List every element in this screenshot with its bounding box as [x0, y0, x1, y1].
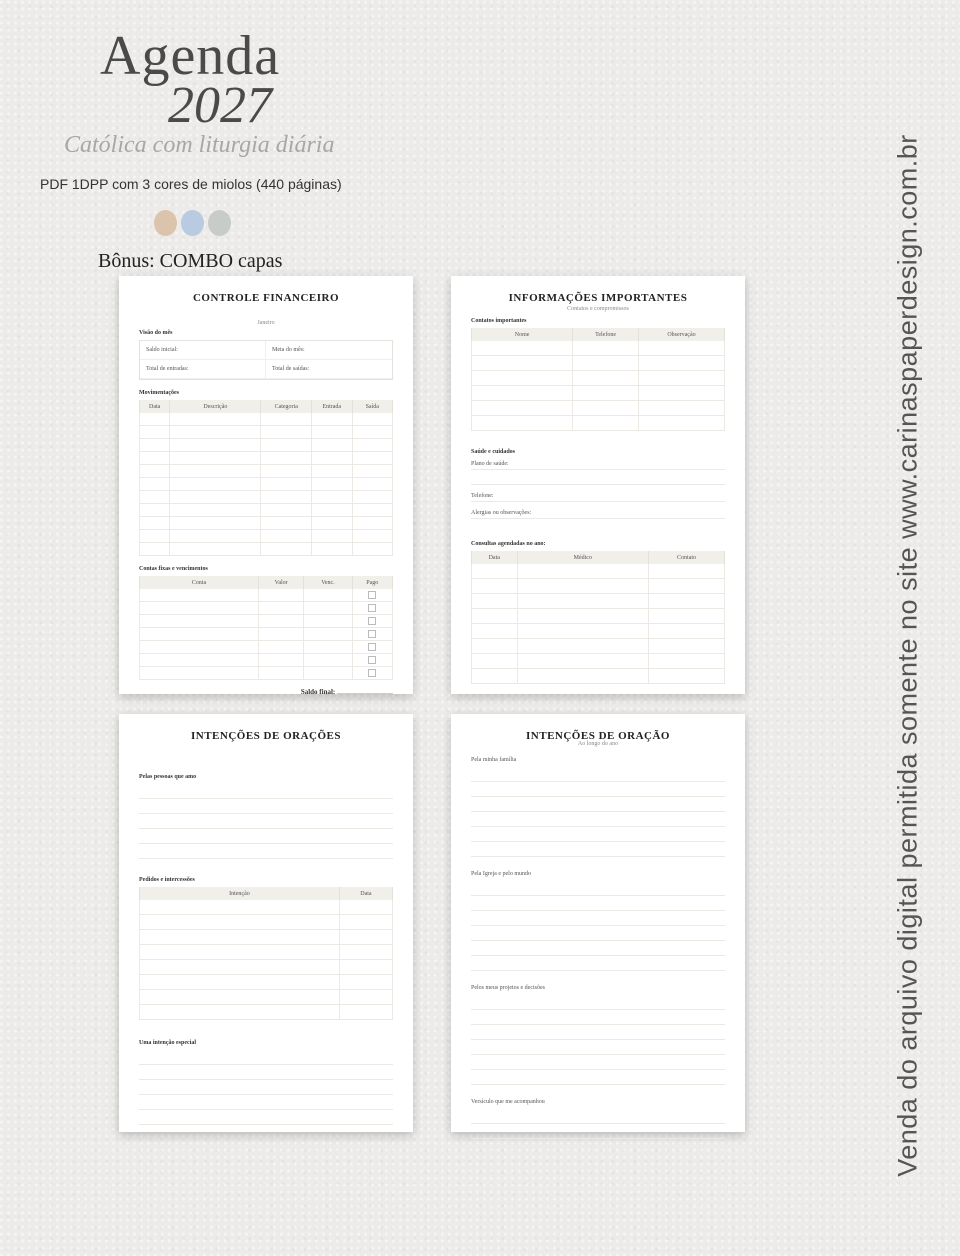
col-header: Intenção	[140, 887, 340, 900]
page-title: INFORMAÇÕES IMPORTANTES	[508, 292, 688, 304]
blank-line	[471, 1025, 725, 1040]
blank-line	[471, 470, 725, 485]
col-header: Data	[472, 551, 518, 564]
table-row	[140, 465, 393, 478]
page-subtitle: Ao longo do ano	[577, 741, 619, 747]
col-header: Pago	[352, 576, 393, 589]
table-row	[140, 615, 393, 628]
table-row	[472, 371, 725, 386]
checkbox	[368, 643, 376, 651]
blank-line	[139, 814, 393, 829]
field-telefone: Telefone:	[471, 485, 725, 502]
table-row	[472, 341, 725, 356]
table-row	[472, 624, 725, 639]
blank-line	[471, 911, 725, 926]
field-meta: Meta do mês:	[266, 341, 392, 360]
blank-line	[471, 926, 725, 941]
table-row	[140, 1005, 393, 1020]
checkbox	[368, 617, 376, 625]
table-row	[472, 579, 725, 594]
title-year: 2027	[168, 77, 272, 134]
blank-line	[471, 767, 725, 782]
blank-line	[471, 1109, 725, 1124]
table-row	[140, 900, 393, 915]
table-consultas	[471, 551, 725, 684]
section-consultas: Consultas agendadas no ano:	[471, 541, 546, 547]
col-header: Observação	[638, 328, 724, 341]
blank-line	[471, 881, 725, 896]
swatch-blue	[181, 210, 204, 236]
blank-line	[471, 782, 725, 797]
table-row	[140, 589, 393, 602]
table-row	[472, 564, 725, 579]
section-saude: Saúde e cuidados	[471, 449, 516, 455]
pdf-info: PDF 1DPP com 3 cores de miolos (440 páginas)	[40, 176, 342, 192]
checkbox	[368, 630, 376, 638]
col-header: Médico	[517, 551, 649, 564]
section-especial: Uma intenção especial	[139, 1040, 196, 1046]
section-versiculo: Versículo que me acompanhou	[471, 1099, 545, 1105]
blank-line	[471, 1124, 725, 1139]
field-saidas: Total de saídas:	[266, 360, 392, 379]
table-pedidos	[139, 887, 393, 1020]
field-alergias: Alergias ou observações:	[471, 502, 725, 519]
table-row	[472, 416, 725, 431]
table-row	[472, 669, 725, 684]
page-title: INTENÇÕES DE ORAÇÃO	[526, 730, 670, 742]
blank-line	[471, 812, 725, 827]
checkbox	[368, 656, 376, 664]
table-row	[140, 530, 393, 543]
summary-box	[139, 340, 393, 380]
month-label: Janeiro	[257, 320, 275, 326]
table-row	[472, 401, 725, 416]
blank-line	[139, 1050, 393, 1065]
table-row	[140, 413, 393, 426]
table-row	[472, 386, 725, 401]
table-row	[140, 602, 393, 615]
table-row	[140, 975, 393, 990]
table-row	[140, 491, 393, 504]
blank-line	[471, 941, 725, 956]
page-informacoes-importantes	[451, 276, 745, 694]
page-subtitle: Contatos e compromissos	[567, 306, 629, 312]
side-copyright: Venda do arquivo digital permitida somente no site www.carinaspaperdesign.com.br	[892, 134, 923, 1177]
section-pessoas: Pelas pessoas que amo	[139, 774, 197, 780]
section-movimentacoes: Movimentações	[139, 390, 179, 396]
col-header: Contato	[649, 551, 725, 564]
table-row	[140, 654, 393, 667]
table-row	[140, 478, 393, 491]
page-title: CONTROLE FINANCEIRO	[192, 292, 340, 304]
bonus-label: Bônus: COMBO capas	[98, 250, 283, 272]
table-row	[140, 452, 393, 465]
blank-line	[471, 956, 725, 971]
saldo-final	[139, 688, 393, 696]
table-row	[140, 504, 393, 517]
table-row	[140, 990, 393, 1005]
table-row	[140, 945, 393, 960]
table-row	[472, 639, 725, 654]
section-pedidos: Pedidos e intercessões	[139, 877, 195, 883]
color-swatches	[154, 210, 231, 236]
table-row	[472, 594, 725, 609]
table-contas	[139, 576, 393, 680]
col-header: Nome	[472, 328, 573, 341]
checkbox	[368, 591, 376, 599]
title-agenda: Agenda	[100, 25, 281, 87]
table-row	[140, 641, 393, 654]
writing-lines	[471, 881, 725, 971]
blank-line	[471, 842, 725, 857]
blank-line	[139, 784, 393, 799]
blank-line	[471, 995, 725, 1010]
swatch-gray	[208, 210, 231, 236]
writing-lines	[471, 1109, 725, 1139]
writing-lines	[471, 767, 725, 857]
field-plano: Plano de saúde:	[471, 459, 725, 470]
col-header: Telefone	[573, 328, 639, 341]
blank-line	[471, 1040, 725, 1055]
table-contatos	[471, 328, 725, 431]
section-familia: Pela minha família	[471, 757, 517, 763]
blank-line	[471, 1055, 725, 1070]
col-header: Entrada	[312, 400, 352, 413]
table-row	[140, 930, 393, 945]
checkbox	[368, 669, 376, 677]
table-row	[140, 439, 393, 452]
blank-line	[471, 1010, 725, 1025]
table-row	[472, 356, 725, 371]
table-row	[140, 628, 393, 641]
col-header: Conta	[140, 576, 259, 589]
table-row	[472, 654, 725, 669]
section-projetos: Pelos meus projetos e decisões	[471, 985, 545, 991]
blank-line	[139, 844, 393, 859]
table-row	[140, 667, 393, 680]
table-movimentacoes	[139, 400, 393, 556]
section-visao: Visão do mês	[139, 330, 173, 336]
blank-line	[139, 829, 393, 844]
page-title: INTENÇÕES DE ORAÇÕES	[191, 730, 341, 742]
section-igreja: Pela Igreja e pelo mundo	[471, 871, 531, 877]
subtitle: Católica com liturgia diária	[64, 132, 335, 158]
blank-line	[139, 799, 393, 814]
writing-lines	[471, 995, 725, 1085]
section-contatos: Contatos importantes	[471, 318, 527, 324]
checkbox	[368, 604, 376, 612]
blank-line	[471, 797, 725, 812]
writing-lines	[139, 784, 393, 859]
table-row	[140, 543, 393, 556]
writing-lines	[139, 1050, 393, 1125]
blank-line	[471, 896, 725, 911]
table-row	[140, 960, 393, 975]
col-header: Categoria	[261, 400, 312, 413]
col-header: Data	[140, 400, 170, 413]
blank-line	[139, 1110, 393, 1125]
table-row	[472, 609, 725, 624]
section-contas: Contas fixas e vencimentos	[139, 566, 208, 572]
col-header: Descrição	[170, 400, 261, 413]
saldo-final-label: Saldo final:	[300, 688, 336, 696]
col-header: Saída	[352, 400, 393, 413]
table-row	[140, 915, 393, 930]
page-controle-financeiro	[119, 276, 413, 694]
page-intencoes-oracoes	[119, 714, 413, 1132]
field-entradas: Total de entradas:	[140, 360, 266, 379]
table-row	[140, 426, 393, 439]
col-header: Data	[339, 887, 392, 900]
swatch-beige	[154, 210, 177, 236]
blank-line	[139, 1080, 393, 1095]
field-saldo-inicial: Saldo inicial:	[140, 341, 266, 360]
blank-line	[139, 1095, 393, 1110]
blank-line	[471, 827, 725, 842]
table-row	[140, 517, 393, 530]
page-intencoes-oracao	[451, 714, 745, 1132]
col-header: Venc.	[304, 576, 352, 589]
blank-line	[139, 1065, 393, 1080]
blank-line	[471, 1070, 725, 1085]
col-header: Valor	[258, 576, 304, 589]
